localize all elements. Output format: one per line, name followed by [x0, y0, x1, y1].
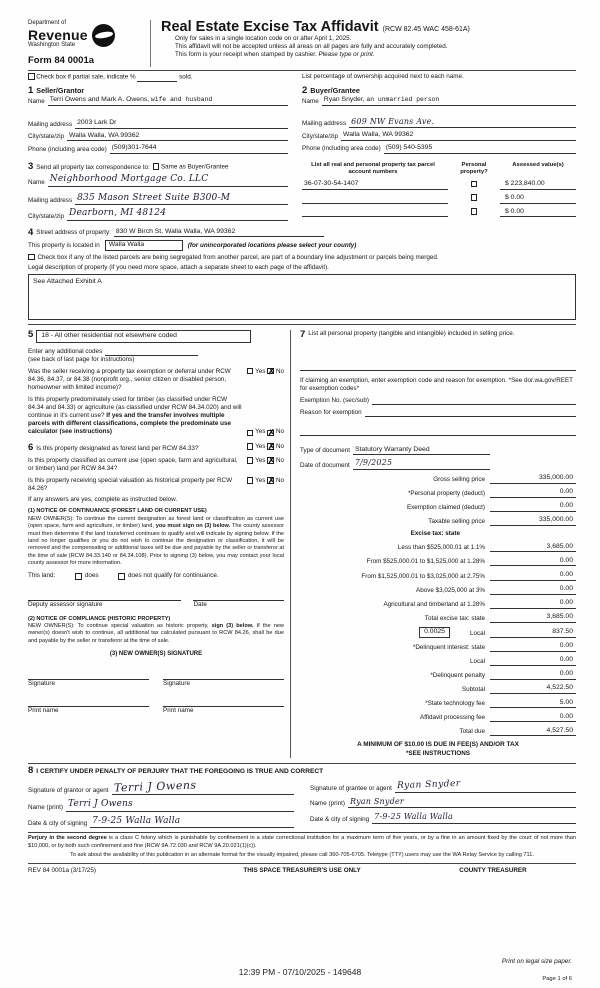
deputy-label-row [28, 601, 284, 609]
assessed-value-field-3[interactable]: $ 0.00 [500, 208, 576, 218]
notice-2-body: NEW OWNER(S): To continue special valuation as historic property, sign (3) below. If the new owner(s) doesn't wish to continue, all additional tax calculated pursuant to RCW 84.26, shall be due and payable by the seller or transferor at the time of sale. [28, 622, 284, 644]
buyer-phone-field[interactable]: (509) 540-5395 [384, 144, 576, 154]
header-note-3: This form is your receipt when stamped by cashier. Please type or print. [175, 51, 375, 59]
notice-2-title: (2) NOTICE OF COMPLIANCE (HISTORIC PROPERTY) [28, 615, 171, 622]
s5-q2-yes-label: Yes [255, 428, 266, 436]
header-note-1: Only for sales in a single location code on or after April 1, 2025. [175, 35, 352, 43]
section-7-number: 7 [300, 329, 306, 341]
tax-row-exemption: Exemption claimed (deduct) 0.00 [300, 502, 576, 512]
header-divider [28, 70, 576, 71]
new-owner-signature-field-2[interactable] [163, 671, 284, 680]
grantor-date-label: Date & city of signing [28, 820, 88, 828]
washington-state-label: Washington State [28, 42, 76, 49]
tax-row-delinquent-interest: *Delinquent interest: state 0.00 [300, 642, 576, 652]
total-excise-state-field[interactable]: 3,685.00 [490, 613, 576, 623]
grantor-date-field[interactable]: 7-9-25 Walla Walla [90, 816, 294, 829]
parcel-number-field-1[interactable]: 36-07-30-54-1407 [302, 180, 448, 190]
s6-q2-no-label: No [275, 457, 284, 465]
s5-question-1 [28, 368, 284, 392]
section-3-heading: Send all property tax correspondence to: [36, 163, 150, 171]
buyer-city-label: City/state/zip [302, 132, 339, 140]
revenue-flag-logo-icon [92, 24, 115, 47]
same-as-buyer-checkbox[interactable] [153, 163, 160, 170]
s6-q2-yes-no [247, 457, 284, 473]
print-timestamp: 12:39 PM - 07/10/2025 - 149648 [238, 967, 362, 978]
agricultural-field[interactable]: 0.00 [490, 599, 576, 609]
personal-property-checkbox-1[interactable] [471, 181, 478, 188]
tax-row-delinquent-penalty: *Delinquent penalty 0.00 [300, 670, 576, 680]
grantee-signature-block [310, 776, 576, 828]
section-5-number: 5 [28, 329, 34, 341]
section-2-number: 2 [302, 84, 308, 96]
partial-sale-left [28, 73, 288, 82]
land-does-not-checkbox[interactable] [118, 573, 125, 580]
s5-question-2 [28, 396, 284, 436]
new-owner-signature-labels [28, 680, 284, 688]
seller-city-field[interactable]: Walla Walla, WA 99362 [67, 132, 288, 142]
corr-mailing-label: Mailing address [28, 197, 73, 205]
doc-type-field[interactable]: Statutory Warranty Deed [353, 446, 490, 456]
located-in-label: This property is located in [28, 241, 100, 249]
new-owner-signature-lines [28, 671, 284, 680]
tax-row-taxable: Taxable selling price 335,000.00 [300, 516, 576, 526]
tax-row-bracket-3: From $1,525,000.01 to $3,025,000 at 2.75% 0.00 [300, 571, 576, 581]
local-tax-field[interactable]: 837.50 [490, 628, 576, 638]
state-technology-fee-field[interactable]: 5.00 [490, 699, 576, 709]
county-select[interactable]: Walla Walla [105, 240, 183, 251]
notice-1-title: (1) NOTICE OF CONTINUANCE (FOREST LAND OR CURRENT USE) [28, 508, 207, 515]
seller-phone-field[interactable]: (509)301-7644 [110, 144, 288, 154]
parcel-col-header: List all real and personal property tax parcel account numbers [311, 161, 435, 176]
personal-property-checkbox-3[interactable] [471, 208, 478, 215]
section-7-heading: List all personal property (tangible and intangible) included in selling price. [308, 330, 515, 338]
notice-3-title: (3) NEW OWNER(S) SIGNATURE [109, 651, 203, 658]
section-7-header [300, 330, 576, 340]
deputy-signature-field[interactable] [28, 592, 181, 601]
s5-q1-text: Was the seller receiving a property tax exemption or deferral under RCW 84.36, 84.37, or 84.38 (nonprofit org., senior citizen or disabled person, homeowner with limited income)? [28, 367, 231, 391]
deputy-line-row [28, 592, 284, 601]
s6-q3-yes-checkbox[interactable] [247, 477, 254, 484]
signature-label-2: Signature [163, 679, 190, 687]
print-name-label-1: Print name [28, 706, 59, 714]
s6-question-3 [28, 477, 284, 493]
same-as-buyer-label: Same as Buyer/Grantee [160, 163, 229, 171]
corr-mailing-field[interactable]: 835 Mason Street Suite B300-M [75, 193, 288, 206]
tax-row-agricultural: Agricultural and timberland at 1.28% 0.00 [300, 599, 576, 609]
new-owner-print-field-1[interactable] [28, 698, 149, 707]
s6-q2-no-checkbox[interactable] [267, 457, 274, 464]
parcel-row-1 [302, 180, 576, 190]
treasurer-space-label: THIS SPACE TREASURER'S USE ONLY [243, 867, 361, 875]
s6-q1-text: 6 Is this property designated as forest land per RCW 84.33? [28, 442, 199, 454]
street-address-field[interactable]: 830 W Birch St, Walla Walla, WA 99362 [114, 228, 324, 238]
title-block [150, 20, 576, 67]
segregated-checkbox[interactable] [28, 254, 35, 261]
s5-q2-yes-no [247, 396, 284, 436]
grantor-print-field[interactable]: Terri J Owens [66, 799, 294, 812]
section-3-number: 3 [28, 160, 34, 172]
minimum-due-note: A MINIMUM OF $10.00 IS DUE IN FEE(S) AND/OR TAX [357, 741, 519, 749]
corr-city-label: City/state/zip [28, 212, 65, 220]
deputy-date-label: Date [193, 601, 207, 609]
perjury-note [28, 832, 576, 859]
s6-q2-text: Is this property classified as current use (open space, farm and agricultural, or timber) land per RCW 84.34? [28, 457, 238, 473]
s5-q2-yes-checkbox[interactable] [247, 430, 254, 437]
land-does-label: does [84, 572, 99, 580]
personal-property-list-field[interactable] [300, 362, 576, 371]
doc-type-label: Type of document [300, 447, 351, 455]
corr-city-field[interactable]: Dearborn, MI 48124 [67, 208, 288, 221]
form-title: Real Estate Excise Tax Affidavit (RCW 82.45 WAC 458-61A) [161, 19, 470, 35]
section-1-seller [28, 86, 288, 154]
exemption-no-label: Exemption No. (sec/sub) [300, 396, 369, 404]
affidavit-processing-fee-field[interactable]: 0.00 [490, 713, 576, 723]
exemption-no-field[interactable] [372, 396, 576, 405]
assessed-value-field-2[interactable]: $ 0.00 [500, 194, 576, 204]
assessed-value-col-header: Assessed value(s) [512, 161, 564, 168]
new-owner-signature-field-1[interactable] [28, 671, 149, 680]
bracket-3-field[interactable]: 0.00 [490, 571, 576, 581]
notice-1-body: NEW OWNER(S): To continue the current designation as forest land or classification as current use (open space, farm and agriculture, or timber) land, you must sign on (3) below. The county assessor must then determine if the land transferred continues to qualify and will indicate by signing below. If the land no longer qualifies or you do not wish to continue the designation or classification, it will be removed and the compensating or additional taxes will be due and payable by the seller or transferor at the time of sale (RCW 84.33.140 or 84.34.108). Prior to signing (3) below, you may contact your local county assessor for more information. [28, 515, 285, 567]
s6-q2-yes-label: Yes [255, 457, 266, 465]
additional-codes-label: Enter any additional codes [28, 347, 103, 355]
parcel-number-field-2[interactable] [302, 196, 448, 204]
tax-row-personal: *Personal property (deduct) 0.00 [300, 488, 576, 498]
header-note-2: This affidavit will not be accepted unless all areas on all pages are fully and accurately completed. [175, 43, 448, 51]
partial-sale-percent-field[interactable] [137, 74, 177, 82]
tax-row-total-due: Total due 4,527.50 [300, 727, 576, 737]
s6-q2-yes-checkbox[interactable] [247, 457, 254, 464]
buyer-name-field[interactable]: Ryan Snyder, an unmarried person [322, 96, 576, 106]
grantor-signature-block [28, 776, 294, 828]
street-address-label: Street address of property: [36, 229, 111, 237]
alternate-format-note: To ask about the availability of this publication in an alternate format for the visually impaired, please call 360-705-6705. Teletype (TTY) users may use the WA Relay Service by calling 711. [70, 851, 534, 858]
bracket-4-field[interactable]: 0.00 [490, 585, 576, 595]
tax-row-excise-header: Excise tax: state [410, 530, 460, 538]
county-treasurer-label: COUNTY TREASURER [459, 867, 527, 875]
parties-row [28, 86, 576, 154]
legal-description-label: Legal description of property (if you need more space, attach a separate sheet to each page of the affidavit). [28, 264, 329, 271]
tax-row-total-state: Total excise tax: state 3,685.00 [300, 613, 576, 623]
exemption-note: If claiming an exemption, enter exemption code and reason for exemption. *See dor.wa.gov/REET for exemption codes* [300, 376, 573, 392]
main-block [28, 324, 576, 758]
section-1-heading: Seller/Grantor [36, 85, 85, 95]
s6-q1-no-label: No [275, 443, 284, 451]
parcel-row-3 [302, 208, 576, 218]
certify-statement: I CERTIFY UNDER PENALTY OF PERJURY THAT THE FOREGOING IS TRUE AND CORRECT [36, 767, 324, 775]
grantee-print-label: Name (print) [310, 800, 345, 808]
land-qualify-row [28, 572, 284, 580]
partial-sale-row [28, 73, 576, 82]
s6-q3-text: Is this property receiving special valuation as historical property per RCW 84.26? [28, 477, 233, 493]
land-does-checkbox[interactable] [75, 573, 82, 580]
footer-row [28, 863, 576, 875]
s6-q1-yes-no [247, 443, 284, 453]
ownership-note: List percentage of ownership acquired next to each name. [302, 73, 464, 81]
partial-sale-checkbox[interactable] [28, 73, 35, 80]
delinquent-interest-state-field[interactable]: 0.00 [490, 642, 576, 652]
grantee-sig-label: Signature of grantee or agent [310, 785, 392, 793]
s6-q3-yes-label: Yes [255, 477, 266, 485]
signature-label-1: Signature [28, 679, 55, 687]
s5-q2-no-checkbox[interactable] [267, 430, 274, 437]
revenue-wordmark: Revenue [28, 26, 88, 43]
this-land-label: This land: [28, 572, 56, 580]
legal-description-field[interactable]: See Attached Exhibit A [28, 274, 576, 320]
s6-q1-no-checkbox[interactable] [267, 443, 274, 450]
tax-row-bracket-4: Above $3,025,000 at 3% 0.00 [300, 585, 576, 595]
land-use-code-field[interactable]: 18 - All other residential not elsewhere coded [36, 330, 251, 343]
s5-q2-text: Is this property predominately used for timber (as classified under RCW 84.34 and 84.33) or agriculture (as classified under RCW 84.34.020) and will continue in it's current use? If yes and the transfer involves multiple parcels with different classifications, complete the predominate use calculator (see instructions) [28, 395, 242, 436]
gross-selling-price-field[interactable]: 335,000.00 [490, 474, 576, 484]
partial-sale-label: Check box if partial sale, indicate % [36, 73, 136, 81]
grantor-signature-field[interactable]: Terri J Owens [112, 780, 294, 795]
s6-question-1 [28, 443, 284, 453]
section-4-number: 4 [28, 226, 34, 238]
bracket-2-field[interactable]: 0.00 [490, 557, 576, 567]
personal-property-col-header: Personal property? [460, 161, 488, 176]
tax-row-bracket-2: From $525,000.01 to $1,525,000 at 1.28% 0.00 [300, 557, 576, 567]
additional-codes-note: (see back of last page for instructions) [28, 355, 135, 363]
grantee-signature-field[interactable]: Ryan Snyder [395, 780, 576, 793]
new-owner-print-labels [28, 707, 284, 715]
tax-row-processing-fee: Affidavit processing fee 0.00 [300, 713, 576, 723]
new-owner-print-lines [28, 698, 284, 707]
personal-property-deduct-field[interactable]: 0.00 [490, 488, 576, 498]
section-2-buyer [288, 86, 576, 154]
doc-date-label: Date of document [300, 461, 350, 469]
grantor-print-label: Name (print) [28, 803, 63, 811]
section-5-header [28, 330, 284, 343]
perjury-bold-lead: Perjury in the second degree [28, 835, 107, 842]
s5-q1-no-checkbox[interactable] [267, 368, 274, 375]
partial-sale-suffix: sold. [179, 73, 193, 81]
exemption-claimed-field[interactable]: 0.00 [490, 502, 576, 512]
local-label: Local [469, 629, 485, 637]
page-indicator: Page 1 of 6 [542, 975, 572, 982]
tax-row-subtotal: Subtotal 4,522.50 [300, 684, 576, 694]
header [28, 20, 576, 67]
seller-city-label: City/state/zip [28, 133, 65, 141]
s6-q1-yes-checkbox[interactable] [247, 443, 254, 450]
s6-instruction-note: If any answers are yes, complete as instructed below. [28, 496, 178, 504]
buyer-name-label: Name [302, 97, 319, 105]
land-does-not-label: does not qualify for continuance. [127, 572, 219, 580]
reason-extra-field[interactable] [300, 427, 576, 436]
rcw-reference: (RCW 82.45 WAC 458-61A) [382, 26, 470, 33]
grantee-print-field[interactable]: Ryan Snyder [348, 797, 576, 808]
section-3-correspondence [28, 162, 288, 221]
s5-q2-no-label: No [275, 428, 284, 436]
additional-codes-field[interactable] [105, 347, 198, 356]
s5-q1-yes-no [247, 368, 284, 392]
buyer-mailing-label: Mailing address [302, 120, 347, 128]
grantor-sig-label: Signature of grantor or agent [28, 787, 109, 795]
assessed-value-field-1[interactable]: $ 223,840.00 [500, 180, 576, 190]
parcel-row-2 [302, 194, 576, 204]
buyer-mailing-field[interactable]: 609 NW Evans Ave. [349, 117, 576, 128]
parcel-number-field-3[interactable] [302, 209, 448, 217]
grantee-date-field[interactable]: 7-9-25 Walla Walla [372, 812, 576, 823]
parcel-table [288, 162, 576, 221]
reason-label: Reason for exemption [300, 408, 362, 416]
bracket-1-field[interactable]: 3,685.00 [490, 543, 576, 553]
section-8-number: 8 [28, 764, 34, 776]
corr-name-label: Name [28, 178, 45, 186]
correspondence-row [28, 162, 576, 221]
left-column [28, 330, 290, 758]
s6-q1-yes-label: Yes [255, 443, 266, 451]
see-instructions-note: *SEE INSTRUCTIONS [405, 749, 471, 757]
s6-q3-yes-no [247, 477, 284, 493]
s5-q1-yes-checkbox[interactable] [247, 368, 254, 375]
tax-row-bracket-1: Less than $525,000.01 at 1.1% 3,685.00 [300, 543, 576, 553]
tax-row-delinquent-local: Local 0.00 [300, 656, 576, 666]
delinquent-interest-local-field[interactable]: 0.00 [490, 656, 576, 666]
seller-mailing-field[interactable]: 2003 Lark Dr [75, 119, 288, 129]
section-1-number: 1 [28, 84, 34, 96]
s6-q3-no-label: No [275, 477, 284, 485]
reason-field[interactable] [365, 408, 576, 417]
local-rate-box: 0.0025 [419, 627, 450, 638]
section-2-heading: Buyer/Grantee [310, 85, 360, 95]
tax-row-tech-fee: *State technology fee 5.00 [300, 699, 576, 709]
new-owner-print-field-2[interactable] [163, 698, 284, 707]
s6-q3-no-checkbox[interactable] [267, 477, 274, 484]
rev-form-id: REV 84 0001a (3/17/25) [28, 867, 96, 875]
subtotal-field[interactable]: 4,522.50 [490, 684, 576, 694]
section-8-certification [28, 763, 576, 829]
s6-question-2 [28, 457, 284, 473]
doc-date-field[interactable]: 7/9/2025 [353, 458, 490, 469]
s5-q1-no-label: No [275, 367, 284, 375]
s5-q1-yes-label: Yes [255, 367, 266, 375]
print-size-note: Print on legal size paper. [501, 957, 572, 965]
grantee-date-label: Date & city of signing [310, 815, 370, 823]
seller-name-field[interactable]: Terri Owens and Mark A. Owens, wife and husband [48, 96, 288, 106]
dept-of-label: Department of [28, 20, 67, 26]
tax-row-gross: Gross selling price 335,000.00 [300, 474, 576, 484]
unincorporated-note: (for unincorporated locations please select your county) [187, 241, 357, 249]
personal-property-checkbox-2[interactable] [471, 194, 478, 201]
right-column [290, 330, 576, 758]
form-number: Form 84 0001a [28, 55, 95, 67]
corr-name-field[interactable]: Neighborhood Mortgage Co. LLC [48, 174, 288, 187]
print-name-label-2: Print name [163, 706, 194, 714]
perjury-body: is a class C felony which is punishable by confinement in a state correctional institution for a maximum term of five years, or by a fine in an amount fixed by the court of not more than $10,000, or by both such confinement and fine (RCW 9A.72.030 and RCW 9A.20.021(1)(c)). [28, 835, 576, 849]
section-4-property [28, 228, 576, 320]
tax-row-local [300, 627, 576, 638]
seller-name-label: Name [28, 97, 45, 105]
total-due-field[interactable]: 4,527.50 [490, 727, 576, 737]
deputy-signature-label: Deputy assessor signature [28, 601, 103, 609]
delinquent-penalty-field[interactable]: 0.00 [490, 670, 576, 680]
segregated-label: Check box if any of the listed parcels are being segregated from another parcel, are part of a boundary line adjustment or parcels being merged. [37, 253, 439, 261]
taxable-selling-price-field[interactable]: 335,000.00 [490, 516, 576, 526]
agency-logo-block [28, 20, 150, 67]
deputy-date-field[interactable] [193, 592, 284, 601]
seller-phone-label: Phone (including area code) [28, 145, 107, 153]
buyer-city-field[interactable]: Walla Walla, WA 99362 [341, 131, 576, 141]
buyer-phone-label: Phone (including area code) [302, 145, 381, 153]
seller-mailing-label: Mailing address [28, 120, 73, 128]
